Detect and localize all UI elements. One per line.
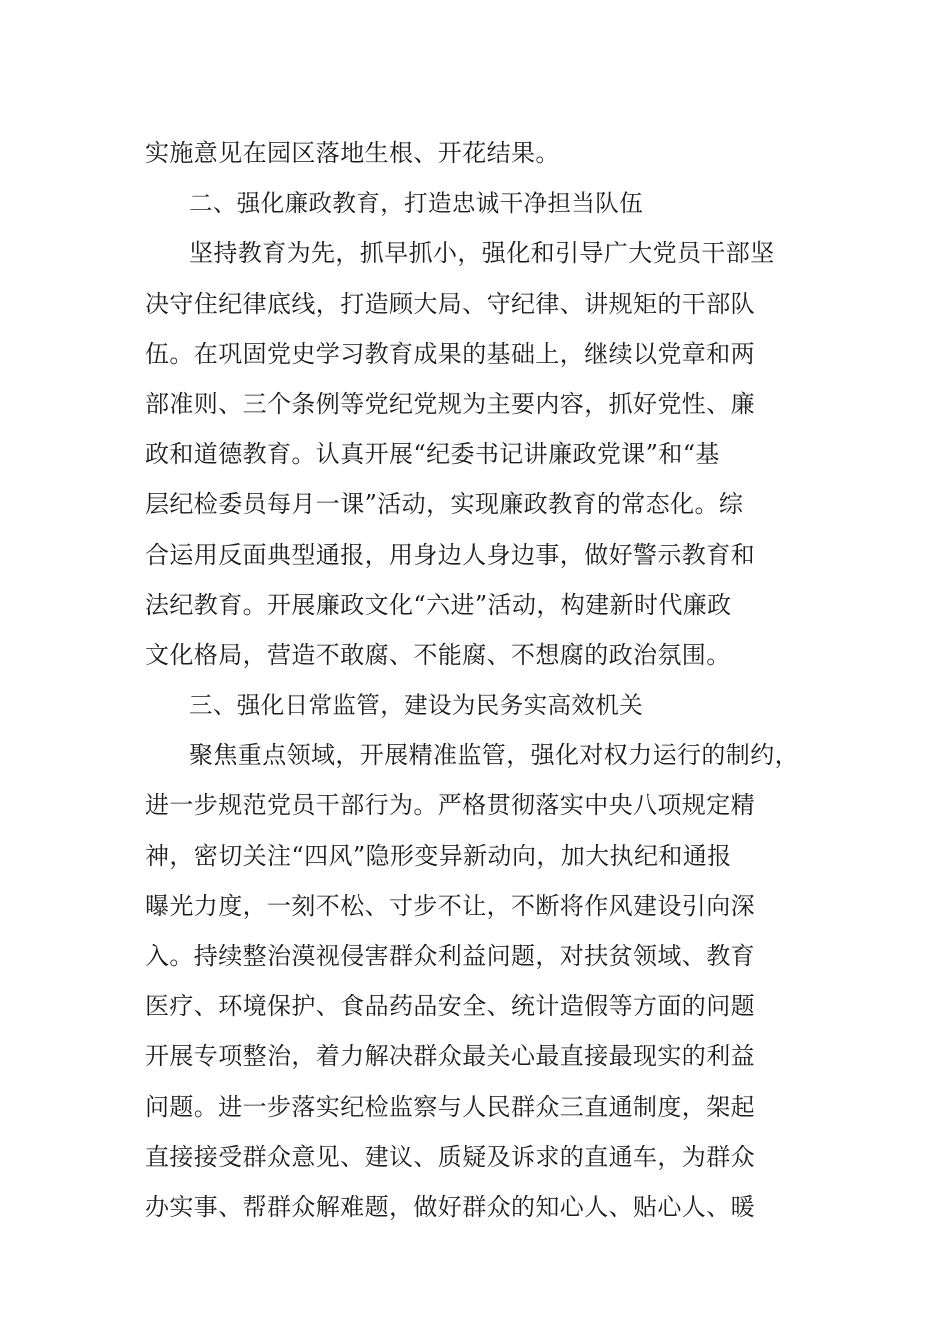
paragraph-line: 入。持续整治漠视侵害群众利益问题，对扶贫领域、教育 <box>145 942 755 970</box>
paragraph-continuation: 实施意见在园区落地生根、开花结果。 <box>145 139 560 167</box>
document-body <box>145 128 810 1232</box>
paragraph-line: 神，密切关注“四风”隐形变异新动向，加大执纪和通报 <box>145 841 732 870</box>
paragraph-line: 决守住纪律底线，打造顾大局、守纪律、讲规矩的干部队 <box>145 289 755 318</box>
paragraph-line: 开展专项整治，着力解决群众最关心最直接最现实的利益 <box>145 1042 755 1071</box>
paragraph-line: 直接接受群众意见、建议、质疑及诉求的直通车，为群众 <box>145 1142 755 1171</box>
paragraph-line: 办实事、帮群众解难题，做好群众的知心人、贴心人、暖 <box>145 1192 755 1221</box>
paragraph-line: 层纪检委员每月一课”活动，实现廉政教育的常态化。综 <box>145 490 744 519</box>
paragraph-line: 问题。进一步落实纪检监察与人民群众三直通制度，架起 <box>145 1092 755 1121</box>
paragraph-line: 伍。在巩固党史学习教育成果的基础上，继续以党章和两 <box>145 339 755 368</box>
section-heading-2: 二、强化廉政教育，打造忠诚干净担当队伍 <box>189 189 644 218</box>
paragraph-line: 政和道德教育。认真开展“纪委书记讲廉政党课”和“基 <box>145 440 720 469</box>
paragraph-line: 聚焦重点领域，开展精准监管，强化对权力运行的制约， <box>189 741 799 770</box>
paragraph-line: 法纪教育。开展廉政文化“六进”活动，构建新时代廉政 <box>145 590 732 619</box>
paragraph-line: 部准则、三个条例等党纪党规为主要内容，抓好党性、廉 <box>145 389 755 418</box>
paragraph-line: 曝光力度，一刻不松、寸步不让，不断将作风建设引向深 <box>145 891 755 920</box>
paragraph-line: 坚持教育为先，抓早抓小，强化和引导广大党员干部坚 <box>189 239 775 268</box>
section-heading-3: 三、强化日常监管，建设为民务实高效机关 <box>189 691 644 720</box>
paragraph-line: 进一步规范党员干部行为。严格贯彻落实中央八项规定精 <box>145 791 755 820</box>
paragraph-line: 文化格局，营造不敢腐、不能腐、不想腐的政治氛围。 <box>145 640 731 669</box>
paragraph-line: 合运用反面典型通报，用身边人身边事，做好警示教育和 <box>145 540 755 569</box>
paragraph-line: 医疗、环境保护、食品药品安全、统计造假等方面的问题 <box>145 992 755 1021</box>
